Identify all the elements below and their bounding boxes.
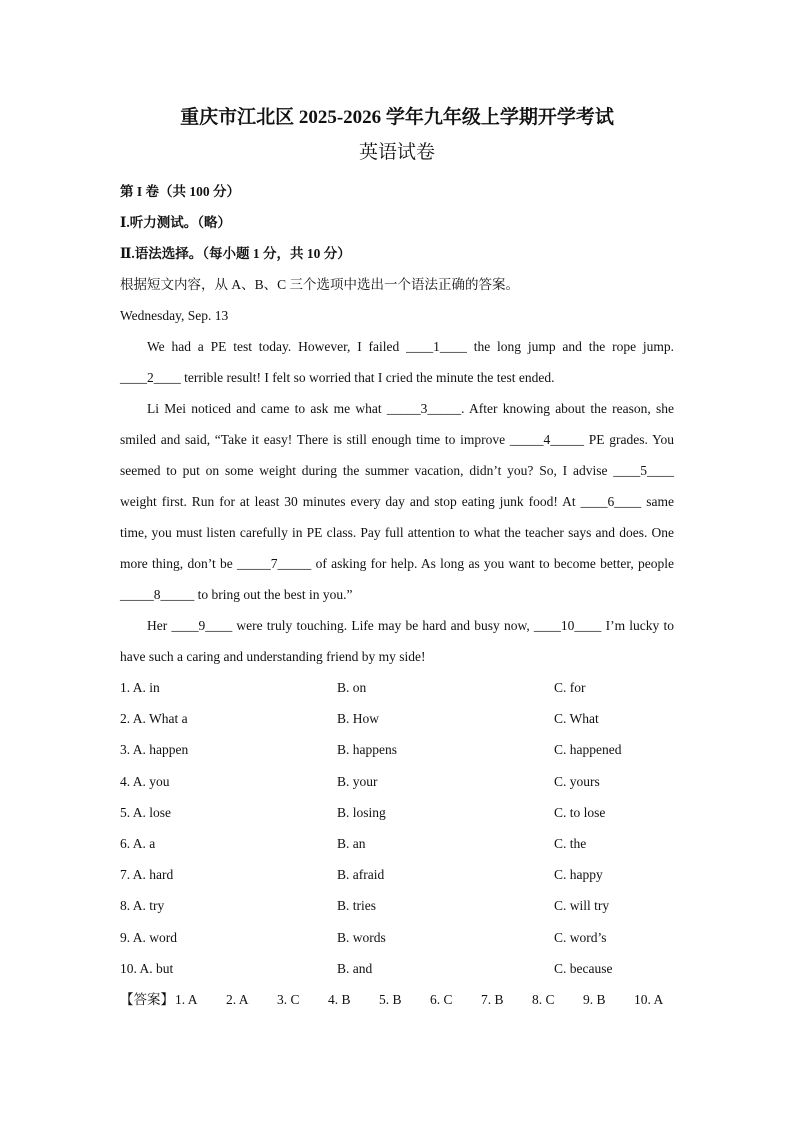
passage-text: of asking for help. As long as you want to become better, people bbox=[311, 556, 675, 571]
option-a: 9. A. word bbox=[120, 929, 177, 945]
passage-text: same time, you must listen carefully in PE class. Pay full attention to what the teacher says and does. One more thing, don’t be bbox=[120, 494, 674, 571]
passage-text: weight first. Run for at least 30 minutes every day and stop eating junk food! At bbox=[120, 494, 581, 509]
option-row-7 bbox=[120, 859, 674, 890]
passage-text: . After knowing about the reason, she smiled and said, “Take it easy! There is still enough time to improve bbox=[120, 401, 675, 447]
section-part1-heading: 第 I 卷（共 100 分） bbox=[120, 184, 241, 199]
answer-item: 9. B bbox=[583, 992, 606, 1008]
option-c: C. for bbox=[554, 680, 586, 695]
page-subtitle: 英语试卷 bbox=[358, 142, 435, 163]
option-c: C. happened bbox=[554, 742, 622, 758]
option-row-8 bbox=[120, 890, 674, 921]
option-a: 1. A. in bbox=[120, 680, 160, 695]
option-a: 4. A. you bbox=[120, 773, 170, 789]
blank-4: _____4_____ bbox=[509, 432, 585, 447]
passage-text: terrible result! I felt so worried that I cried the minute the test ended. bbox=[180, 370, 555, 385]
option-a: 3. A. happen bbox=[120, 742, 189, 758]
passage-text: were truly touching. Life may be hard and busy now, bbox=[232, 618, 534, 633]
option-row-3 bbox=[120, 734, 674, 765]
option-b: B. an bbox=[337, 836, 366, 852]
option-b: B. and bbox=[337, 960, 373, 976]
passage-paragraph-1 bbox=[120, 331, 674, 393]
option-b: B. happens bbox=[337, 742, 397, 758]
option-row-4 bbox=[120, 766, 674, 797]
options-list bbox=[120, 672, 674, 984]
passage-paragraph-3 bbox=[120, 610, 674, 672]
passage-text: the long jump and the rope jump. bbox=[466, 339, 675, 354]
option-c: C. word’s bbox=[554, 929, 607, 945]
answer-item: 10. A bbox=[634, 992, 664, 1008]
option-row-2 bbox=[120, 703, 674, 734]
option-b: B. tries bbox=[337, 898, 376, 914]
passage-text: Her bbox=[147, 618, 172, 633]
blank-2: ____2____ bbox=[120, 370, 181, 385]
passage-date: Wednesday, Sep. 13 bbox=[120, 308, 229, 323]
option-row-9 bbox=[120, 922, 674, 953]
option-c: C. yours bbox=[554, 773, 600, 789]
option-b: B. words bbox=[337, 929, 386, 945]
option-row-10 bbox=[120, 953, 674, 984]
exam-page bbox=[120, 100, 674, 1015]
answer-item: 3. C bbox=[277, 992, 300, 1008]
answer-item: 6. C bbox=[430, 992, 453, 1008]
option-a: 8. A. try bbox=[120, 898, 165, 914]
option-b: B. on bbox=[337, 680, 367, 695]
option-b: B. your bbox=[337, 773, 378, 789]
answer-item: 4. B bbox=[328, 992, 351, 1008]
answer-item: 2. A bbox=[226, 992, 249, 1008]
option-c: C. will try bbox=[554, 898, 610, 914]
option-a: 6. A. a bbox=[120, 836, 156, 852]
option-b: B. losing bbox=[337, 804, 386, 820]
option-row-1 bbox=[120, 672, 674, 703]
option-row-5 bbox=[120, 797, 674, 828]
answer-item: 1. A bbox=[175, 992, 198, 1008]
blank-3: _____3_____ bbox=[386, 401, 462, 416]
blank-9: ____9____ bbox=[171, 618, 233, 633]
option-c: C. to lose bbox=[554, 804, 606, 820]
option-a: 5. A. lose bbox=[120, 804, 172, 820]
passage-text: to bring out the best in you.” bbox=[194, 587, 353, 602]
section-instruction: 根据短文内容，从 A、B、C 三个选项中选出一个语法正确的答案。 bbox=[120, 277, 520, 292]
passage-text: Li Mei noticed and came to ask me what bbox=[147, 401, 387, 416]
option-row-6 bbox=[120, 828, 674, 859]
page-title: 重庆市江北区 2025-2026 学年九年级上学期开学考试 bbox=[180, 107, 614, 128]
option-a: 10. A. but bbox=[120, 960, 174, 976]
option-a: 7. A. hard bbox=[120, 867, 174, 883]
passage-paragraph-2 bbox=[120, 393, 674, 610]
answer-item: 5. B bbox=[379, 992, 402, 1008]
answer-key-label: 【答案】 bbox=[120, 992, 174, 1008]
blank-8: _____8_____ bbox=[120, 587, 195, 602]
answer-item: 8. C bbox=[532, 992, 555, 1008]
blank-1: ____1____ bbox=[406, 339, 467, 354]
section-grammar-heading: Ⅱ.语法选择。（每小题 1 分，共 10 分） bbox=[120, 246, 351, 261]
answer-item: 7. B bbox=[481, 992, 504, 1008]
blank-10: ____10____ bbox=[533, 618, 602, 633]
option-c: C. What bbox=[554, 711, 599, 727]
section-listening-heading: Ⅰ.听力测试。（略） bbox=[120, 215, 231, 230]
blank-7: _____7_____ bbox=[237, 556, 312, 571]
option-c: C. happy bbox=[554, 867, 603, 883]
option-c: C. the bbox=[554, 836, 587, 852]
passage-text: I’m lucky to have such a caring and understanding friend by my side! bbox=[120, 618, 674, 664]
blank-6: ____6____ bbox=[580, 494, 642, 509]
passage-text: PE grades. You seemed to put on some weight during the summer vacation, didn’t you? So, I advise bbox=[120, 432, 674, 478]
option-a: 2. A. What a bbox=[120, 711, 188, 727]
passage-text: We had a PE test today. However, I failed bbox=[147, 339, 407, 354]
blank-5: ____5____ bbox=[613, 463, 674, 478]
option-c: C. because bbox=[554, 960, 613, 976]
answer-key bbox=[120, 984, 674, 1015]
option-b: B. afraid bbox=[337, 867, 385, 883]
option-b: B. How bbox=[337, 711, 380, 727]
